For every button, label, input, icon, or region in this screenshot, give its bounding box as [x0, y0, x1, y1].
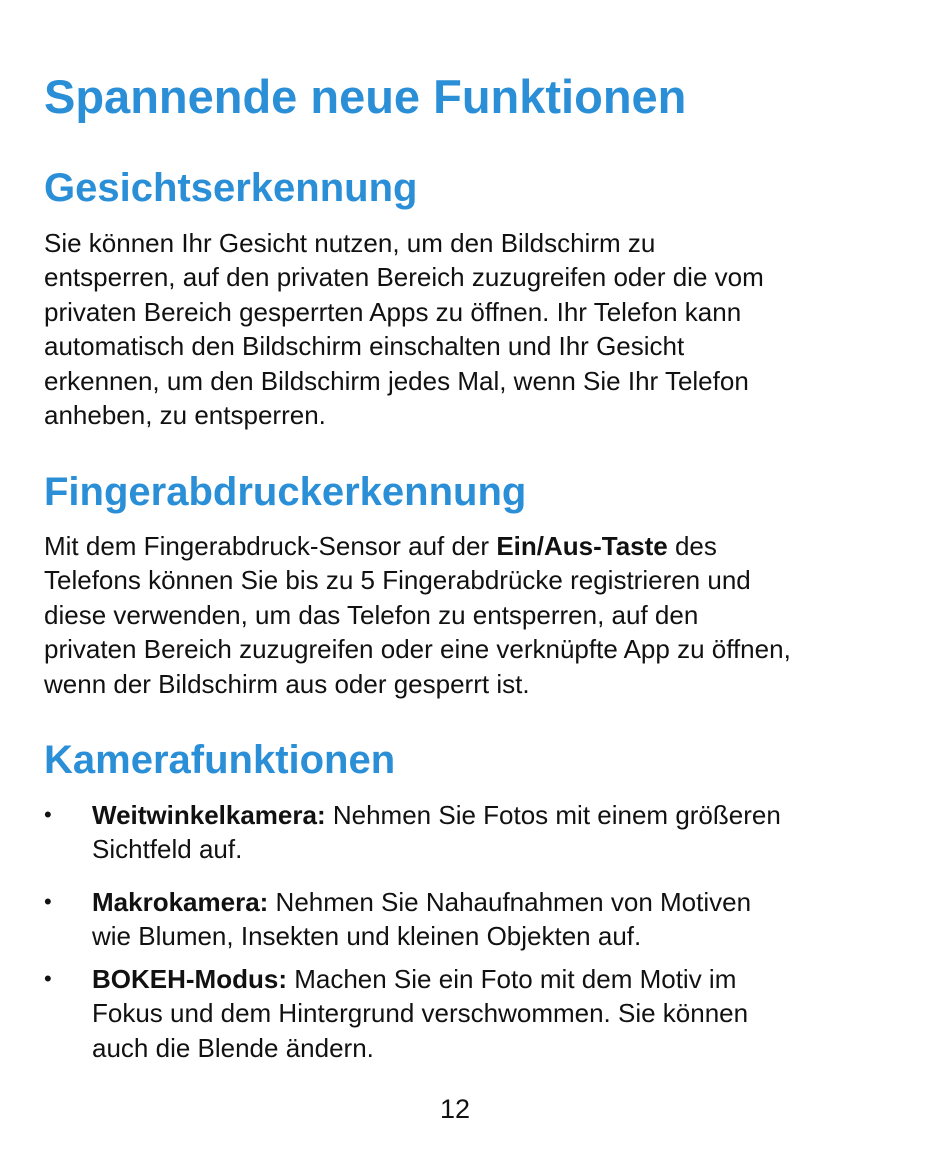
- text-line: [92, 962, 922, 996]
- text-line: auch die Blende ändern.: [92, 1032, 374, 1063]
- section-heading-fingerprint: Fingerabdruckerkennung: [44, 470, 527, 514]
- text-line: Fokus und dem Hintergrund verschwommen. Sie können: [92, 998, 749, 1029]
- bullet-icon: •: [44, 966, 52, 991]
- page-title: Spannende neue Funktionen: [44, 70, 687, 123]
- list-item-text: [92, 962, 922, 1065]
- list-item-text: [92, 885, 922, 954]
- text-run: Nehmen Sie Nahaufnahmen von Motiven: [268, 887, 752, 917]
- bullet-icon: •: [44, 889, 52, 914]
- text-line: diese verwenden, um das Telefon zu entsperren, auf den: [44, 599, 699, 630]
- text-line: wie Blumen, Insekten und kleinen Objekten auf.: [92, 921, 642, 952]
- text-line: wenn der Bildschirm aus oder gesperrt ist.: [44, 668, 530, 699]
- text-run: Mit dem Fingerabdruck-Sensor auf der: [44, 531, 497, 561]
- power-key-label: Ein/Aus-Taste: [496, 531, 668, 561]
- text-run: Nehmen Sie Fotos mit einem größeren: [325, 800, 781, 830]
- text-line: Telefons können Sie bis zu 5 Fingerabdrücke registrieren und: [44, 565, 751, 596]
- text-run: des: [667, 531, 717, 561]
- feature-label: BOKEH-Modus:: [92, 964, 287, 994]
- text-line: entsperren, auf den privaten Bereich zuzugreifen oder die vom: [44, 262, 764, 293]
- text-line: anheben, zu entsperren.: [44, 400, 326, 431]
- text-line: [44, 529, 924, 563]
- text-line: [92, 798, 922, 832]
- feature-label: Weitwinkelkamera:: [92, 800, 326, 830]
- text-line: privaten Bereich zuzugreifen oder eine verknüpfte App zu öffnen,: [44, 634, 791, 665]
- text-line: privaten Bereich gesperrten Apps zu öffnen. Ihr Telefon kann: [44, 296, 742, 327]
- bullet-icon: •: [44, 802, 52, 827]
- face-recognition-paragraph: [44, 226, 924, 432]
- feature-label: Makrokamera:: [92, 887, 269, 917]
- fingerprint-paragraph: [44, 529, 924, 701]
- section-heading-face-recognition: Gesichtserkennung: [44, 166, 418, 210]
- page-number: 12: [439, 1094, 471, 1124]
- section-heading-camera: Kamerafunktionen: [44, 738, 396, 782]
- text-line: Sie können Ihr Gesicht nutzen, um den Bildschirm zu: [44, 228, 656, 258]
- text-line: [92, 885, 922, 919]
- text-line: erkennen, um den Bildschirm jedes Mal, wenn Sie Ihr Telefon: [44, 365, 749, 396]
- text-run: Machen Sie ein Foto mit dem Motiv im: [286, 964, 737, 994]
- list-item-text: [92, 798, 922, 867]
- text-line: automatisch den Bildschirm einschalten und Ihr Gesicht: [44, 331, 685, 362]
- text-line: Sichtfeld auf.: [92, 834, 243, 865]
